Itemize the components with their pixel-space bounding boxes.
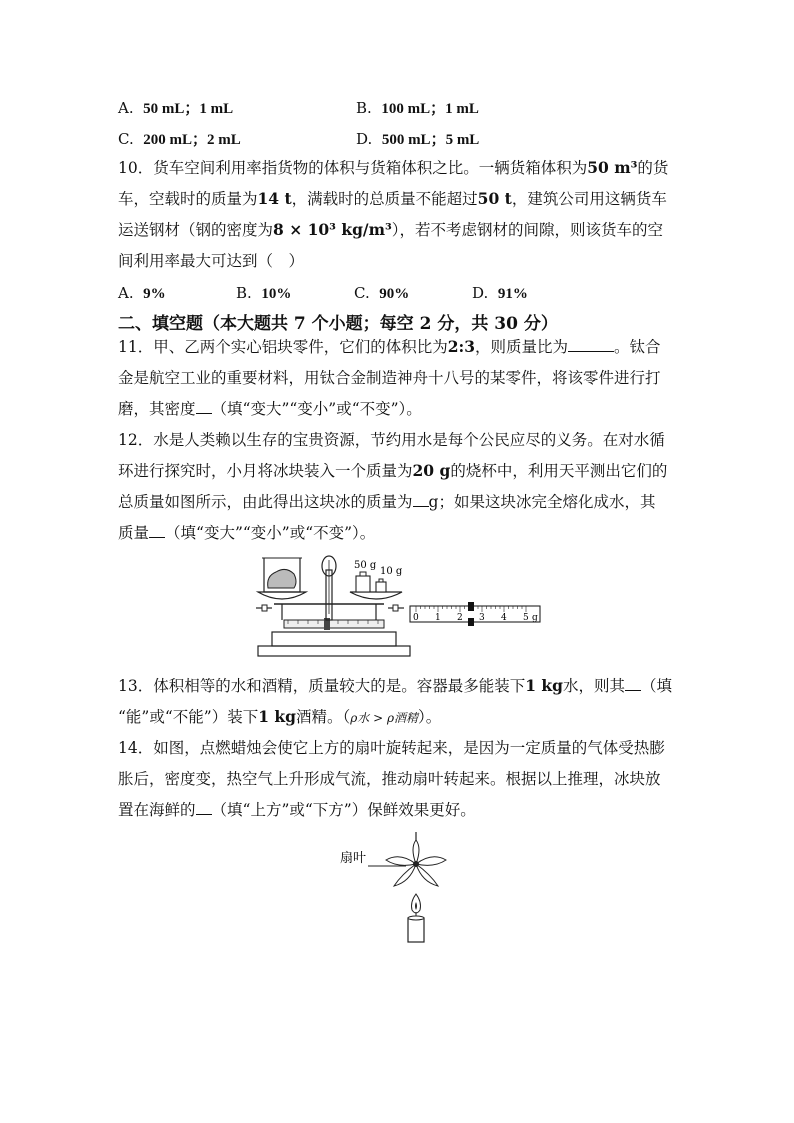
q12-line-1: 12．水是人类赖以生存的宝贵资源，节约用水是每个公民应尽的义务。在对水循 [118, 431, 665, 449]
answer-blank [196, 814, 212, 815]
q10-line-2: 车，空载时的质量为14 t，满载时的总质量不能超过50 t，建筑公司用这辆货车 [118, 189, 667, 208]
scale-tick-label: 0 [413, 613, 419, 623]
scale-tick-label: 2 [457, 613, 463, 623]
answer-blank [568, 351, 614, 352]
q10-line-4: 间利用率最大可达到（ ） [118, 252, 305, 270]
balance-figure [252, 552, 548, 664]
q14-line-1: 14．如图，点燃蜡烛会使它上方的扇叶旋转起来，是因为一定质量的气体受热膨 [118, 739, 665, 757]
q12-line-4: 质量 （填“变大”“变小”或“不变”）。 [118, 524, 376, 542]
answer-blank [196, 413, 212, 414]
q10-option-b: B. 10% [236, 284, 292, 302]
rider-top [468, 602, 474, 611]
scale-unit-label: g [532, 613, 538, 623]
scale-tick-label: 5 [523, 613, 529, 623]
q10-line-1: 10．货车空间利用率指货物的体积与货箱体积之比。一辆货箱体积为50 m³的货 [118, 158, 669, 177]
q9-option-d: D. 500 mL；5 mL [356, 130, 480, 148]
answer-blank [625, 690, 641, 691]
weight-label-50g: 50 g [354, 560, 377, 571]
q9-option-b: B. 100 mL；1 mL [356, 99, 479, 117]
q12-line-3: 总质量如图所示，由此得出这块冰的质量为 g；如果这块冰完全熔化成水，其 [118, 493, 656, 511]
q11-line-3: 磨，其密度 （填“变大”“变小”或“不变”）。 [118, 400, 422, 418]
section-heading: 二、填空题（本大题共 7 个小题；每空 2 分，共 30 分） [118, 314, 558, 334]
q10-line-3: 运送钢材（钢的密度为8 × 10³ kg/m³），若不考虑钢材的间隙，则该货车的空 [118, 220, 664, 239]
q12-line-2: 环进行探究时，小月将冰块装入一个质量为20 g的烧杯中，利用天平测出它们的 [118, 461, 668, 480]
answer-blank [149, 537, 165, 538]
q13-line-1: 13．体积相等的水和酒精，质量较大的是。容器最多能装下1 kg水，则其 （填 [118, 676, 673, 695]
answer-blank [413, 506, 429, 507]
weight-label-10g: 10 g [380, 566, 403, 577]
q9-option-a: A. 50 mL；1 mL [118, 99, 234, 117]
q10-option-c: C. 90% [354, 284, 410, 302]
scale-tick-label: 1 [435, 613, 441, 623]
q11-line-2: 金是航空工业的重要材料，用钛合金制造神舟十八号的某零件，将该零件进行打 [118, 369, 661, 387]
scale-tick-label: 4 [501, 613, 507, 623]
candle-fan-figure [340, 832, 460, 946]
q14-line-2: 胀后，密度变，热空气上升形成气流，推动扇叶转起来。根据以上推理，冰块放 [118, 770, 661, 788]
q10-option-a: A. 9% [118, 284, 166, 302]
scale-tick-label: 3 [479, 613, 485, 623]
rider-bottom [468, 618, 474, 626]
q9-option-c: C. 200 mL；2 mL [118, 130, 241, 148]
q14-line-3: 置在海鲜的 （填“上方”或“下方”）保鲜效果更好。 [118, 801, 476, 819]
q10-option-d: D. 91% [472, 284, 528, 302]
fan-label: 扇叶 [340, 851, 367, 866]
q13-line-2: “能”或“不能”）装下1 kg酒精。（ρ水 > ρ酒精）。 [118, 707, 442, 726]
q11-line-1: 11．甲、乙两个实心铝块零件，它们的体积比为2:3，则质量比为 。钛合 [118, 337, 661, 356]
